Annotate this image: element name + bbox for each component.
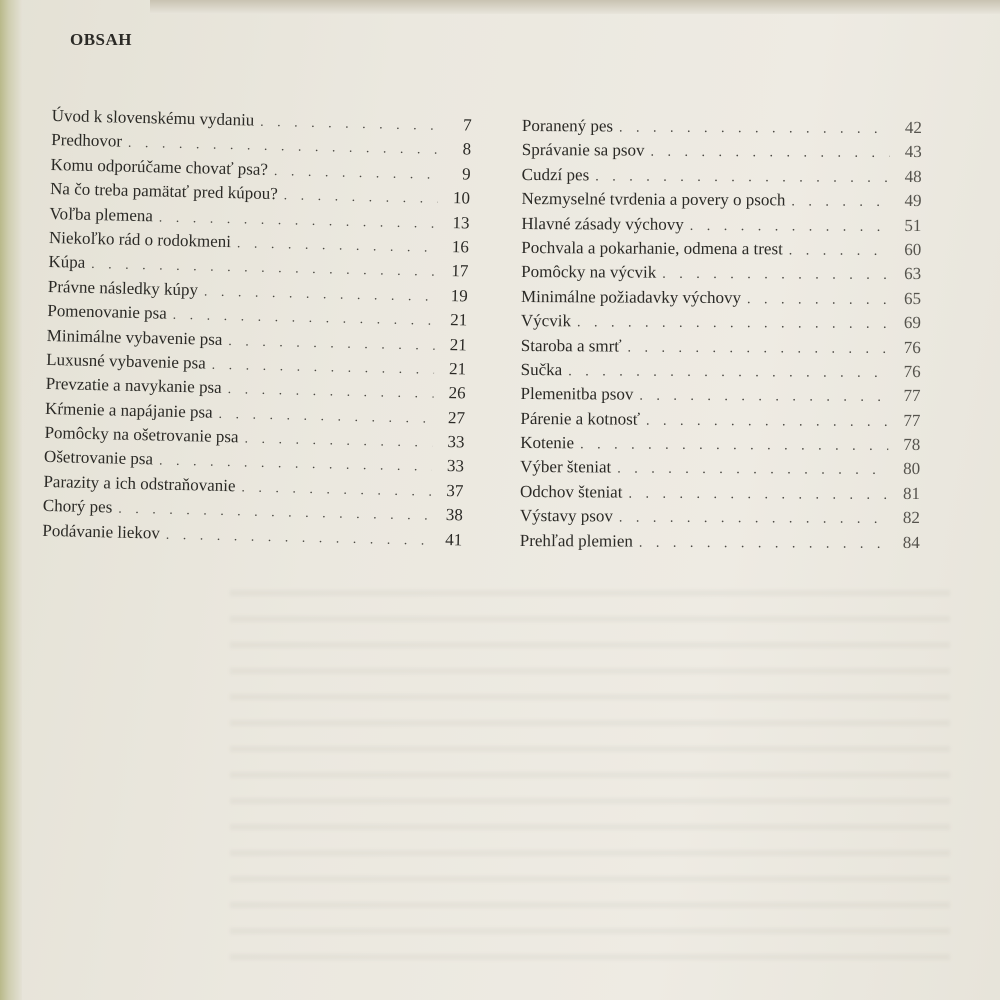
toc-entry-page-number: 41 (445, 529, 463, 550)
toc-entry-page-number: 77 (903, 410, 921, 430)
dot-leader (619, 121, 890, 138)
dot-leader (237, 236, 437, 257)
toc-entry (521, 189, 921, 215)
toc-entry-page-number: 26 (448, 383, 466, 403)
toc-entry-title: Pomenovanie psa (47, 301, 167, 323)
toc-entry (520, 506, 920, 532)
dot-leader (159, 210, 438, 232)
toc-entry-title: Nezmyselné tvrdenia a povery o psoch (521, 189, 786, 210)
toc-entry-title: Podávanie liekov (42, 520, 161, 543)
toc-entry (520, 384, 920, 410)
toc-entry-page-number: 43 (904, 142, 922, 162)
dot-leader (568, 364, 889, 382)
toc-entry-title: Chorý pes (42, 496, 113, 517)
toc-entry-page-number: 19 (450, 285, 469, 306)
toc-entry-title: Voľba plemena (49, 203, 154, 225)
toc-entry-page-number: 84 (902, 532, 920, 552)
toc-entry (520, 457, 920, 483)
toc-entry-page-number: 21 (448, 358, 467, 379)
toc-entry (520, 409, 920, 435)
dot-leader (580, 437, 888, 455)
toc-entry-title: Párenie a kotnosť (520, 408, 641, 429)
toc-entry-page-number: 65 (904, 288, 922, 308)
toc-entry-page-number: 48 (904, 166, 922, 186)
toc-entry-page-number: 9 (461, 164, 471, 184)
dot-leader (166, 527, 431, 549)
toc-entry-page-number: 33 (447, 432, 465, 452)
toc-entry-page-number: 60 (904, 239, 922, 260)
dot-leader (227, 382, 433, 403)
toc-entry (521, 262, 921, 288)
toc-entry-page-number: 49 (904, 191, 922, 211)
dot-leader (595, 169, 890, 187)
dot-leader (627, 340, 888, 357)
toc-entry-title: Minimálne požiadavky výchovy (521, 286, 742, 307)
toc-entry-title: Minimálne vybavenie psa (46, 325, 223, 349)
toc-entry-title: Kúpa (48, 252, 86, 273)
dot-leader (791, 195, 889, 212)
dot-leader (228, 334, 435, 355)
dot-leader (646, 413, 888, 430)
toc-entry-page-number: 51 (904, 215, 922, 235)
toc-right-column (520, 116, 922, 557)
dot-leader (274, 164, 439, 184)
toc-entry-page-number: 80 (903, 459, 921, 479)
toc-entry-title: Niekoľko rád o rodokmeni (48, 227, 232, 252)
dot-leader (628, 486, 888, 503)
toc-entry-title: Predhovor (51, 130, 123, 151)
toc-entry-page-number: 13 (452, 212, 470, 233)
toc-entry-title: Sučka (520, 359, 563, 380)
toc-entry-title: Luxusné vybavenie psa (46, 349, 207, 373)
toc-entry-page-number: 10 (452, 188, 471, 208)
page-top-edge (150, 0, 1000, 14)
toc-entry (520, 482, 920, 508)
toc-entry-title: Pochvala a pokarhanie, odmena a trest (521, 237, 783, 259)
toc-entry-title: Prevzatie a navykanie psa (45, 374, 222, 398)
toc-entry-title: Pomôcky na ošetrovanie psa (44, 422, 239, 447)
dot-leader (204, 284, 436, 305)
toc-entry (521, 214, 921, 240)
toc-entry-title: Prehľad plemien (519, 530, 633, 551)
toc-entry-title: Výcvik (520, 311, 572, 331)
toc-left-column (42, 106, 472, 554)
toc-entry-page-number: 76 (903, 337, 921, 357)
dot-leader (260, 115, 440, 135)
dot-leader (690, 218, 890, 235)
toc-entry (522, 116, 922, 142)
toc-entry-page-number: 37 (446, 480, 464, 501)
toc-entry (521, 336, 921, 362)
dot-leader (173, 308, 436, 330)
dot-leader (662, 267, 889, 284)
show-through-text (230, 570, 950, 970)
dot-leader (118, 502, 431, 525)
dot-leader (128, 136, 439, 159)
toc-entry-title: Staroba a smrť (520, 335, 622, 356)
toc-entry-page-number: 63 (904, 264, 922, 284)
toc-entry (521, 238, 921, 264)
toc-entry (521, 287, 921, 313)
toc-entry (520, 531, 920, 557)
dot-leader (218, 407, 433, 428)
toc-entry-title: Odchov šteniat (519, 481, 623, 502)
dot-leader (639, 389, 888, 406)
toc-entry-page-number: 78 (903, 435, 921, 455)
toc-entry-title: Plemenitba psov (520, 384, 634, 404)
toc-entry (522, 165, 922, 191)
toc-entry-title: Správanie sa psov (521, 140, 645, 161)
toc-entry-page-number: 16 (451, 237, 470, 257)
toc-entry-title: Komu odporúčame chovať psa? (50, 154, 269, 179)
toc-entry-page-number: 27 (447, 407, 466, 428)
dot-leader (789, 243, 890, 260)
toc-entry-page-number: 21 (449, 334, 467, 354)
dot-leader (747, 292, 889, 309)
toc-entry-page-number: 82 (902, 508, 920, 528)
toc-entry-title: Úvod k slovenskému vydaniu (51, 106, 255, 130)
toc-entry-title: Kŕmenie a napájanie psa (44, 398, 213, 422)
toc-entry-title: Parazity a ich odstraňovanie (43, 471, 236, 496)
toc-entry (521, 360, 921, 386)
toc-entry-page-number: 17 (451, 261, 469, 281)
toc-entry-title: Kotenie (520, 433, 575, 453)
toc-entry-page-number: 77 (903, 386, 921, 406)
dot-leader (639, 535, 888, 552)
toc-entry (520, 433, 920, 459)
toc-entry-page-number: 38 (445, 505, 464, 525)
toc-entry-page-number: 69 (903, 313, 921, 333)
toc-entry-page-number: 42 (904, 118, 922, 138)
toc-entry-title: Právne následky kúpy (47, 276, 199, 300)
dot-leader (241, 480, 431, 500)
dot-leader (244, 432, 432, 452)
dot-leader (577, 315, 889, 333)
book-spine-edge (0, 0, 22, 1000)
toc-entry-page-number: 7 (462, 115, 472, 135)
toc-entry-title: Výstavy psov (519, 506, 613, 526)
toc-entry (521, 311, 921, 337)
toc-entry-page-number: 8 (462, 139, 472, 159)
toc-entry-title: Poranený pes (521, 116, 614, 136)
dot-leader (159, 454, 432, 476)
toc-entry-page-number: 76 (903, 361, 921, 381)
toc-entry (522, 140, 922, 166)
dot-leader (651, 145, 890, 162)
toc-entry-title: Výber šteniat (520, 457, 612, 477)
toc-entry-page-number: 21 (450, 310, 468, 330)
toc-entry-title: Na čo treba pamätať pred kúpou? (49, 179, 278, 204)
dot-leader (212, 358, 435, 379)
toc-entry-title: Cudzí pes (521, 164, 590, 185)
dot-leader (284, 188, 439, 207)
toc-entry-title: Pomôcky na výcvik (521, 262, 657, 283)
toc-entry-page-number: 81 (902, 483, 921, 503)
page-heading: OBSAH (70, 30, 133, 49)
dot-leader (619, 511, 888, 528)
toc-entry-title: Ošetrovanie psa (43, 447, 154, 469)
dot-leader (617, 462, 888, 479)
toc-entry-page-number: 33 (446, 456, 465, 476)
dot-leader (91, 257, 436, 281)
toc-entry-title: Hlavné zásady výchovy (521, 213, 684, 234)
